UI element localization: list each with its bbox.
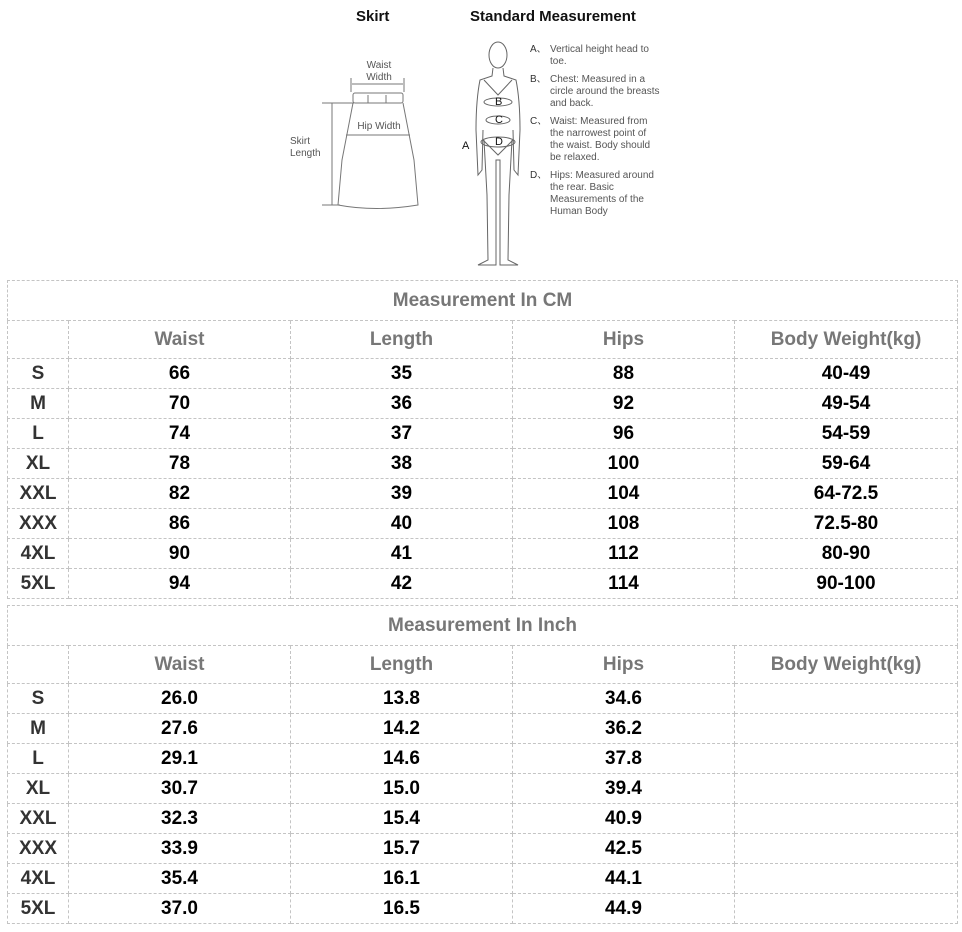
column-header: Waist — [69, 646, 291, 684]
column-header: Length — [291, 321, 513, 359]
table-cell: 49-54 — [735, 389, 958, 419]
hip-width-label: Hip Width — [357, 121, 401, 132]
column-header — [8, 646, 69, 684]
size-label: XXX — [8, 834, 69, 864]
table-cell: 38 — [291, 449, 513, 479]
table-row — [8, 804, 958, 834]
table-cell: 44.1 — [513, 864, 735, 894]
skirt-length-label: Skirt Length — [290, 136, 321, 159]
table-header-row — [8, 646, 958, 684]
legend-text: Waist: Measured from the narrowest point of the waist. Body should be relaxed. — [550, 116, 651, 163]
table-row — [8, 714, 958, 744]
size-label: XL — [8, 449, 69, 479]
table-cell: 88 — [513, 359, 735, 389]
size-label: XXL — [8, 804, 69, 834]
size-label: M — [8, 714, 69, 744]
table-cell: 104 — [513, 479, 735, 509]
table-cell: 16.5 — [291, 894, 513, 924]
legend-item-d — [530, 170, 660, 218]
table-cell — [735, 774, 958, 804]
table-cell: 82 — [69, 479, 291, 509]
column-header: Body Weight(kg) — [735, 646, 958, 684]
table-cell: 100 — [513, 449, 735, 479]
table-cell: 96 — [513, 419, 735, 449]
table-cell — [735, 744, 958, 774]
column-header: Hips — [513, 646, 735, 684]
table-cell: 108 — [513, 509, 735, 539]
table-row — [8, 774, 958, 804]
table-row — [8, 419, 958, 449]
table-cell: 15.0 — [291, 774, 513, 804]
size-label: XXX — [8, 509, 69, 539]
table-cell: 16.1 — [291, 864, 513, 894]
table-cell: 15.7 — [291, 834, 513, 864]
table-row — [8, 359, 958, 389]
table-cell: 37 — [291, 419, 513, 449]
table-cell: 39 — [291, 479, 513, 509]
body-letter-b: B — [495, 96, 503, 108]
legend-key: A、 — [530, 44, 547, 55]
table-row — [8, 864, 958, 894]
table-title-row — [8, 281, 958, 321]
table-cell: 40 — [291, 509, 513, 539]
waist-width-label: Waist Width — [366, 60, 392, 83]
legend-key: C、 — [530, 116, 548, 127]
table-cell: 70 — [69, 389, 291, 419]
column-header: Hips — [513, 321, 735, 359]
table-cell: 42.5 — [513, 834, 735, 864]
legend-key: D、 — [530, 170, 548, 181]
table-cell — [735, 864, 958, 894]
table-cell: 39.4 — [513, 774, 735, 804]
size-table-cm — [7, 280, 958, 599]
size-label: 5XL — [8, 569, 69, 599]
size-label: XXL — [8, 479, 69, 509]
table-cell: 64-72.5 — [735, 479, 958, 509]
table-cell: 41 — [291, 539, 513, 569]
table-cell: 54-59 — [735, 419, 958, 449]
table-cell — [735, 684, 958, 714]
legend-text: Chest: Measured in a circle around the breasts and back. — [550, 74, 660, 109]
table-cell: 40.9 — [513, 804, 735, 834]
table-cell: 34.6 — [513, 684, 735, 714]
table-cell: 92 — [513, 389, 735, 419]
table-row — [8, 569, 958, 599]
table-cell: 26.0 — [69, 684, 291, 714]
table-row — [8, 539, 958, 569]
size-label: 5XL — [8, 894, 69, 924]
table-cell: 35 — [291, 359, 513, 389]
legend-item-b — [530, 74, 660, 110]
body-letter-c: C — [495, 114, 503, 126]
size-label: 4XL — [8, 864, 69, 894]
column-header: Waist — [69, 321, 291, 359]
table-cell: 37.0 — [69, 894, 291, 924]
size-label: XL — [8, 774, 69, 804]
table-cell: 35.4 — [69, 864, 291, 894]
table-header-row — [8, 321, 958, 359]
column-header: Body Weight(kg) — [735, 321, 958, 359]
legend-text: Vertical height head to toe. — [550, 44, 649, 67]
table-cell: 80-90 — [735, 539, 958, 569]
table-row — [8, 894, 958, 924]
table-cell: 90 — [69, 539, 291, 569]
table-cell: 72.5-80 — [735, 509, 958, 539]
legend-text: Hips: Measured around the rear. Basic Measurements of the Human Body — [550, 170, 654, 217]
table-cell — [735, 804, 958, 834]
table-cell: 44.9 — [513, 894, 735, 924]
table-cell: 74 — [69, 419, 291, 449]
table-cell: 112 — [513, 539, 735, 569]
size-label: L — [8, 744, 69, 774]
table-row — [8, 389, 958, 419]
column-header: Length — [291, 646, 513, 684]
table-cell: 14.2 — [291, 714, 513, 744]
table-cell: 78 — [69, 449, 291, 479]
measurement-legend — [530, 44, 660, 224]
table-row — [8, 449, 958, 479]
standard-measurement-title: Standard Measurement — [470, 8, 636, 25]
table-cell: 36 — [291, 389, 513, 419]
table-row — [8, 479, 958, 509]
table-cell — [735, 714, 958, 744]
legend-item-c — [530, 116, 660, 164]
table-cell: 114 — [513, 569, 735, 599]
table-title-row — [8, 606, 958, 646]
table-cell: 30.7 — [69, 774, 291, 804]
table-title: Measurement In CM — [8, 281, 958, 321]
table-row — [8, 744, 958, 774]
table-cell: 14.6 — [291, 744, 513, 774]
size-label: S — [8, 359, 69, 389]
table-cell: 94 — [69, 569, 291, 599]
body-letter-d: D — [495, 136, 503, 148]
size-label: 4XL — [8, 539, 69, 569]
size-table-inch — [7, 605, 958, 924]
skirt-title: Skirt — [356, 8, 390, 25]
table-cell: 90-100 — [735, 569, 958, 599]
table-cell: 42 — [291, 569, 513, 599]
legend-key: B、 — [530, 74, 547, 85]
table-cell: 86 — [69, 509, 291, 539]
table-cell — [735, 834, 958, 864]
size-label: S — [8, 684, 69, 714]
table-row — [8, 834, 958, 864]
measurement-diagram — [280, 0, 700, 275]
table-cell: 33.9 — [69, 834, 291, 864]
table-cell — [735, 894, 958, 924]
table-cell: 36.2 — [513, 714, 735, 744]
table-row — [8, 509, 958, 539]
table-title: Measurement In Inch — [8, 606, 958, 646]
table-cell: 59-64 — [735, 449, 958, 479]
table-cell: 13.8 — [291, 684, 513, 714]
size-label: M — [8, 389, 69, 419]
table-cell: 66 — [69, 359, 291, 389]
column-header — [8, 321, 69, 359]
table-cell: 29.1 — [69, 744, 291, 774]
table-cell: 15.4 — [291, 804, 513, 834]
table-cell: 32.3 — [69, 804, 291, 834]
legend-item-a — [530, 44, 660, 68]
table-row — [8, 684, 958, 714]
table-cell: 27.6 — [69, 714, 291, 744]
table-cell: 37.8 — [513, 744, 735, 774]
size-label: L — [8, 419, 69, 449]
table-cell: 40-49 — [735, 359, 958, 389]
body-letter-a: A — [462, 140, 470, 152]
